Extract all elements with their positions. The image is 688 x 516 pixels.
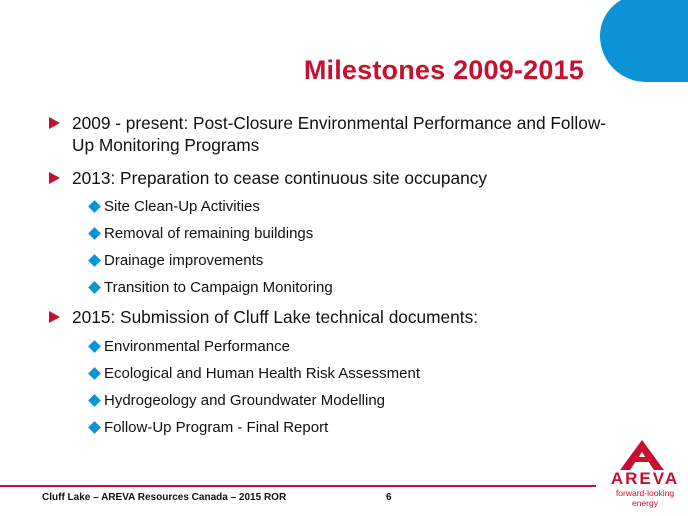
bullet-text: 2015: Submission of Cluff Lake technical documents: bbox=[72, 307, 479, 327]
page-number: 6 bbox=[386, 492, 392, 503]
corner-decoration bbox=[600, 0, 688, 82]
bullet-text: 2009 - present: Post-Closure Environmental Performance and Follow-Up Monitoring Programs bbox=[72, 113, 607, 155]
slide-title: Milestones 2009-2015 bbox=[303, 55, 584, 85]
sub-bullet-item bbox=[87, 197, 567, 217]
sub-bullet-item bbox=[87, 418, 567, 438]
sub-bullet-item bbox=[87, 337, 567, 357]
diamond-bullet-icon bbox=[88, 227, 101, 240]
diamond-bullet-icon bbox=[88, 421, 101, 434]
sub-bullet-text: Drainage improvements bbox=[104, 252, 264, 269]
footer-text: Cluff Lake – AREVA Resources Canada – 2015 ROR bbox=[42, 492, 287, 503]
diamond-bullet-icon bbox=[88, 367, 101, 380]
bullet-text: 2013: Preparation to cease continuous site occupancy bbox=[72, 168, 488, 188]
diamond-bullet-icon bbox=[88, 340, 101, 353]
sub-bullet-item bbox=[87, 364, 567, 384]
diamond-bullet-icon bbox=[88, 254, 101, 267]
areva-logo-icon bbox=[620, 440, 664, 470]
sub-bullet-text: Follow-Up Program - Final Report bbox=[104, 419, 329, 436]
bullet-item-1 bbox=[49, 112, 619, 156]
bullet-item-2 bbox=[49, 167, 619, 189]
sub-bullet-text: Transition to Campaign Monitoring bbox=[104, 279, 333, 296]
diamond-bullet-icon bbox=[88, 281, 101, 294]
footer-divider bbox=[0, 485, 596, 487]
logo-tagline: forward-looking energy bbox=[615, 488, 675, 508]
triangle-bullet-icon bbox=[49, 172, 60, 184]
sub-bullet-text: Removal of remaining buildings bbox=[104, 225, 314, 242]
sub-bullet-item bbox=[87, 278, 567, 298]
sub-bullet-text: Ecological and Human Health Risk Assessment bbox=[104, 365, 420, 382]
sub-bullet-text: Environmental Performance bbox=[104, 338, 290, 355]
sub-bullet-item bbox=[87, 391, 567, 411]
sub-bullet-text: Hydrogeology and Groundwater Modelling bbox=[104, 392, 386, 409]
triangle-bullet-icon bbox=[49, 117, 60, 129]
logo-wordmark: AREVA bbox=[610, 469, 680, 488]
bullet-item-3 bbox=[49, 306, 619, 328]
sub-bullet-item bbox=[87, 251, 567, 271]
sub-bullet-text: Site Clean-Up Activities bbox=[104, 198, 260, 215]
diamond-bullet-icon bbox=[88, 200, 101, 213]
sub-bullet-item bbox=[87, 224, 567, 244]
diamond-bullet-icon bbox=[88, 394, 101, 407]
triangle-bullet-icon bbox=[49, 311, 60, 323]
